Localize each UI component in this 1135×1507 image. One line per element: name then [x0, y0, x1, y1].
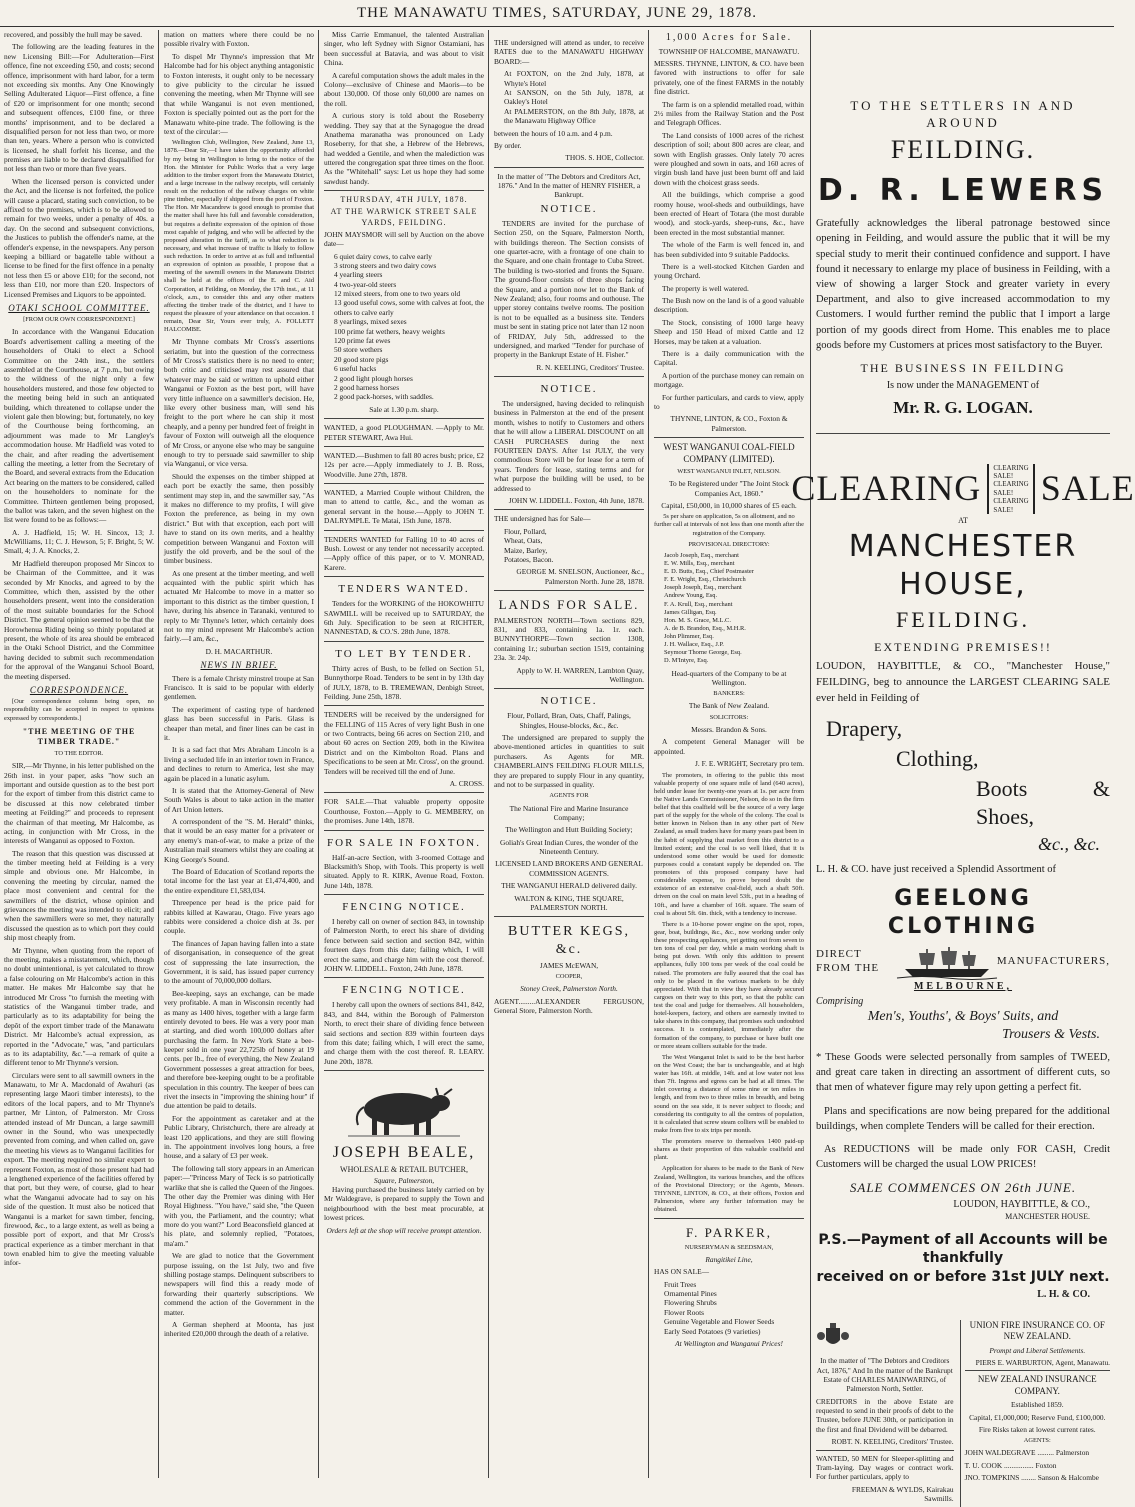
auction-item: 4 yearling steers — [334, 270, 383, 280]
reductions-text: As REDUCTIONS will be made only FOR CASH, Credit Customers will be charged the usual LOW PRICES! — [816, 1143, 1110, 1171]
director: John Plimmer, Esq. — [664, 633, 714, 641]
plans-text: Plans and specifications are now being prepared for the additional buildings, when complete Tenders will be called for their erection. — [816, 1105, 1110, 1132]
store-town: FEILDING. — [896, 607, 1030, 633]
ad-title: 1,000 Acres for Sale. — [665, 32, 793, 43]
column-3 — [324, 30, 484, 1478]
ad-subtitle: TOWNSHIP OF HALCOMBE, MANAWATU. — [658, 46, 800, 56]
sale-commences: SALE COMMENCES ON 26th JUNE. — [849, 1180, 1077, 1196]
auction-ad — [324, 190, 484, 414]
auction-item: 2 good light plough horses — [334, 373, 413, 383]
manchester-signature: MANCHESTER HOUSE. — [1005, 1211, 1090, 1221]
classified-ad — [324, 530, 484, 573]
ad-text: All the buildings, which comprise a good roomy house, wool-sheds and outbuildings, have been erected of Heart of Totara (the most durable wood), and stock-yards, sheep-runs, &c., have been erected in the most substantial manner. — [654, 190, 804, 237]
director: F. E. Wright, Esq., Christchurch — [664, 576, 746, 584]
masthead — [0, 0, 1114, 27]
ad-text: Head-quarters of the Company to be at Wellington. — [671, 668, 787, 687]
ad-text: AGENT.........ALEXANDER FERGUSON, General Store, Palmerston North. — [494, 996, 644, 1016]
column-rule — [810, 30, 811, 1478]
agent-line: JNO. TOMPKINS ........ Sanson & Halcombe — [964, 1473, 1099, 1483]
auction-time: Sale at 1.30 p.m. sharp. — [369, 404, 439, 414]
ad-list-item: Early Seed Potatoes (9 varieties) — [664, 1326, 761, 1336]
article-text: To dispel Mr Thynne's impression that Mr Halcombe had for his object anything antagonistic to Foxton interests, it ought only to be necessary to give publicity to the circular he issued convening the meeting, when Mr Thynne will see that while Wanganui is not even mentioned, Foxton is specially pointed out as the port for the Manawatu white-pine trade. The following is the text of the circular:— — [164, 51, 314, 136]
ad-text: By order. — [494, 140, 522, 150]
ad-signature: FREEMAN & WYLDS, Kairakau Sawmills. — [851, 1484, 954, 1504]
column-5 — [654, 30, 804, 1478]
ad-place: Square, Palmerston, — [373, 1175, 435, 1185]
coal-company-ad — [654, 437, 804, 1214]
director: A. de B. Brandon, Esq., M.H.R. — [664, 624, 746, 632]
at-word: AT — [958, 515, 968, 525]
news-item: A careful computation shows the adult males in the Colony—exclusive of Chinese and Maoris—to be about 130,000. Of those only 60,000 are names on the roll. — [324, 70, 484, 108]
news-item: For the appointment as caretaker and at the Public Library, Christchurch, there are already at least 120 applications, and they are still flowing in. The appointment involves long hours, a free house, and a salary of £3 per week. — [164, 1113, 314, 1161]
ad-title: FENCING NOTICE. — [342, 984, 466, 997]
ps-line-1: P.S.—Payment of all Accounts will be thankfully — [818, 1231, 1108, 1266]
ad-text: The National Fire and Marine Insurance Company; — [509, 803, 629, 822]
ad-text: PROVISIONAL DIRECTORY: — [688, 540, 770, 548]
ad-text: For further particulars, and cards to view, apply to — [654, 392, 804, 411]
ad-text: The Wellington and Hutt Building Society; — [505, 825, 633, 835]
auction-item: 120 prime fat ewes — [334, 336, 391, 346]
management-line: Is now under the MANAGEMENT of — [886, 380, 1040, 392]
masthead-title: THE MANAWATU TIMES, SATURDAY, JUNE 29, 1878. — [356, 4, 758, 21]
trousers-line: Trousers & Vests. — [1002, 1027, 1100, 1043]
ad-title: NOTICE. — [540, 202, 598, 215]
ad-text: The Bank of New Zealand. — [688, 701, 770, 711]
ad-signature: THOS. S. HOE, Collector. — [565, 153, 644, 163]
classified-ad — [324, 418, 484, 442]
column-rule — [488, 30, 489, 1478]
ad-text: I hereby call upon the owners of sections 841, 842, 843, and 844, within the Borough of Palmerston North, to erect their share of dividing fence between said sections and section 839 within fourteen days from this date; failing which, I will erect the same, and charge them with the cost thereof. R. LEARY. June 20th, 1878. — [324, 1000, 484, 1066]
melbourne: MELBOURNE, — [913, 980, 1013, 992]
ad-text: PALMERSTON NORTH—Town sections 829, 831, and 833, containing 1a. 1r. each. BUNNYTHORPE—Town section 1308, containing 1r.; suburban section 1519, containing 23a. 3r. 24p. — [494, 615, 644, 663]
classified-ad — [324, 977, 484, 1066]
director: Hon. M. S. Grace, M.L.C. — [664, 616, 731, 624]
ad-text: COOPER, — [555, 973, 583, 981]
classified-ad — [324, 705, 484, 788]
direct-line — [816, 945, 1110, 979]
classified-ad — [324, 641, 484, 702]
article-text: In accordance with the Wanganui Education Board's advertisement calling a meeting of the householders of Otaki to elect a School Committee on the 24th inst., the settlers assembled at the Courthouse, at 7 p.m., but owing to the wildness of the night only a few householders mustered, and those few objected to the meeting being held in such an antiquated building, which threatened to collapse under the violent gale then blowing; but, fortunately, no key of the Courthouse being forthcoming, an adjournment was made to Mr Langley's accommodation house. Mr Hadfield was voted to the chair, and after reading the advertisement calling the meeting, a letter from the Secretary of the Board, and several extracts from the Education Act bearing on the matters to be considered, called on the householders to nominate for the Committee. Thirteen gentlemen being proposed, the ballot was taken, and the seven highest on the list were found to be as follows:— — [4, 327, 155, 525]
column-2 — [164, 30, 314, 1478]
ad-text: The undersigned, having decided to relinquish business in Palmerston at the end of the present month, wishes to notify to Customers and others that he will allow a LIBERAL DISCOUNT on all CASH PURCHASES during the next FOURTEEN DAYS. After 1st JULY, the very commodious Store will be for lease for a term of years. Tenders for lease, stating terms and for what purpose the building will be used, to be addressed to — [494, 399, 644, 493]
ad-signature: J. F. E. WRIGHT, Secretary pro tem. — [695, 759, 804, 769]
column-rule — [318, 30, 319, 1478]
director: Jacob Joseph, Esq., merchant — [664, 551, 739, 559]
section-heading: OTAKI SCHOOL COMMITTEE. — [8, 302, 150, 313]
classified-ad — [324, 446, 484, 479]
agent-line: T. U. COOK ................ Foxton — [964, 1460, 1057, 1470]
ad-text: MESSRS. THYNNE, LINTON, & CO. have been favored with instructions to offer for sale privately, one of the finest FARMS in the notably fine district. — [654, 59, 804, 97]
news-item: It is a sad fact that Mrs Abraham Lincoln is a living a secluded life in an interior town in France, and declines to return to America, lest she may again be placed in a lunatic asylum. — [164, 745, 314, 783]
ad-text: WANTED, 50 MEN for Sleeper-splitting and Tram-laying. Day wages or contract work. For further particulars, apply to — [816, 1453, 954, 1482]
ad-list — [504, 69, 644, 125]
ad-list-item: Wheat, Oats, — [504, 536, 543, 546]
ad-title: NOTICE. — [540, 695, 598, 708]
section-heading: CORRESPONDENCE. — [29, 684, 129, 695]
director-list — [664, 552, 804, 666]
ad-text: I hereby call on owner of section 843, in township of Palmerston North, to erect his share of dividing fence between said section and section 842, within fourteen days from this date; failing which, I will erect the same, and charge him with the cost thereof. JOHN W. LIDDELL. Foxton, 24th June, 1878. — [324, 917, 484, 974]
ad-signature: ROBT. N. KEELING, Creditors' Trustee. — [831, 1437, 954, 1447]
director: F. A. Krull, Esq., merchant — [664, 600, 733, 608]
ad-text: WANTED, a Married Couple without Children, the man to attend to cattle, &c., and the woman as general servant in the house.—Apply to JOHN T. DALRYMPLE. Te Matai, 15th June, 1878. — [324, 488, 484, 526]
ad-text: CREDITORS in the above Estate are requested to send in their proofs of debt to the Trustee, before JUNE 30th, or participation in the first and final Dividend will be debarred. — [816, 1396, 954, 1434]
auction-item: 20 good store pigs — [334, 354, 389, 364]
agent-line: JOHN WALDEGRAVE ......... Palmerston — [964, 1448, 1090, 1458]
ad-text: THE WANGANUI HERALD delivered daily. — [501, 881, 637, 891]
auction-lead: JOHN MAYSMOR will sell by Auction on the above date— — [324, 229, 484, 249]
ad-text: The West Wanganui Inlet is said to be the best harbor on the West Coast; the bar is unchangeable, and at high water has 16ft. at middle, 14ft. and at low water not less than 7ft. Ingress and egress can be had at all times. The inlet covering a distance of some nine or ten miles in length, and from two to three miles in breadth, and being sound on the sea side, it is never subject to floods; and considering its contiguity to all the centres of population, it is calculated that screw steam colliers will be enabled to make from five to six trips per month. — [654, 1053, 804, 1134]
column-rule — [648, 30, 649, 1478]
ad-text: The Land consists of 1000 acres of the richest description of soil; about 800 acres are clear, and sown with English grasses. Only lately 70 acres were ploughed and sown in oats, and 160 acres of virgin bush land have just been burnt off and laid down with the choicest grass seeds. — [654, 130, 804, 187]
nursery-ad — [654, 1218, 804, 1348]
ad-footer: Orders left at the shop will receive prompt attention. — [326, 1225, 482, 1235]
cooper-ad — [494, 916, 644, 1015]
news-item: It is stated that the Attorney-General of New South Wales is about to take action in the matter of Art Union letters. — [164, 785, 314, 814]
ad-text: Capital, £50,000, in 10,000 shares of £5 each. — [661, 500, 797, 510]
ad-text: THE undersigned has for Sale— — [494, 514, 591, 524]
ad-text: WANTED.—Bushmen to fall 80 acres bush; price, £2 12s per acre.—Apply immediately to J. B. Ross, Woodville. June 27th, 1878. — [324, 450, 484, 479]
auction-item: 50 store wethers — [334, 345, 383, 355]
loudon-signature: LOUDON, HAYBITTLE, & CO., — [953, 1198, 1090, 1210]
article-text: When the licensed person is convicted under the Act, and the license is not forfeited, the police will cause a placard, stating such conviction, to be affixed to the premises, which is to be allowed to remain for two weeks, under a penalty of 40s. a day. On the second and subsequent convictions, the Justices to publish the offender's name, at the offender's expense, in the newspapers. Any person keeping a billiard or bagatelle table without a license to be fined for the first offence in a penalty not less then £5 or above £10; for the second, not less than £10, nor more than £20. Inspectors of Licensed Premises and Liquors to be appointed. — [4, 176, 154, 299]
ad-text: Flour, Pollard, Bran, Oats, Chaff, Palings, Shingles, House-blocks, &c., &c. — [507, 711, 631, 730]
ad-text: The property is well watered. — [662, 283, 749, 293]
ad-list-item: Flour, Pollard, — [504, 526, 547, 536]
ad-subtitle: Prompt and Liberal Settlements. — [989, 1345, 1086, 1355]
ad-list-item: At SANSON, on the 5th July, 1878, at Oakley's Hotel — [504, 87, 644, 107]
clearing-sale-banner — [791, 463, 1135, 514]
article-text: recovered, and possibly the hull may be saved. — [4, 30, 143, 39]
ad-text: There is a daily communication with the Capital. — [654, 349, 804, 368]
article-text: mation on matters where there could be no possible rivalry with Foxton. — [164, 30, 314, 49]
ad-text: AGENTS FOR — [549, 792, 589, 800]
lewers-body: Gratefully acknowledges the liberal patronage bestowed since opening in Feilding, and would assure the public that it will be my special study to merit their continued confidence and support. I have found it necessary to enlarge my place of business in Feilding, with a view of showing a larger Stock and greater variety in every Department, and also to give increased accommodation to my Customers. I would further remind the public that I import a large portion of my goods direct from Home. This enables me to place goods before my Customers at prices most satisfactory to the Buyer. — [816, 218, 1110, 351]
suits-line: Men's, Youths', & Boys' Suits, and — [867, 1009, 1059, 1025]
ad-text: Established 1859. — [1011, 1400, 1064, 1410]
news-item: The Board of Education of Scotland reports the total income for the last year at £1,474,400, and the entire expenditure £1,583,034. — [164, 867, 314, 895]
ad-text: The farm is on a splendid metalled road, within 2½ miles from the Railway Station and the Post and Telegraph Offices. — [654, 99, 804, 128]
ad-title: BUTTER KEGS, &c. — [508, 924, 630, 958]
business-heading: THE BUSINESS IN FEILDING — [860, 361, 1066, 376]
ad-signature: PIERS E. WARBURTON, Agent, Manawatu. — [975, 1357, 1110, 1367]
produce-ad — [494, 509, 644, 586]
ad-text: BANKERS: — [713, 690, 745, 698]
ad-text: TENDERS are invited for the purchase of Section 250, on the Square, Palmerston North, with buildings thereon. The Section consists of one quarter-acre, with a frontage of one chain to the Square, and one chain frontage to Cuba Street. The building is two-storied and fronts the Square. The ground-floor consists of three shops facing the Square, and a portion now let to the Bank of New Zealand; also, four rooms and outhouse. The upper storey contains twelve rooms. The position is not to be equalled as a business site. Tenders must be sent in stating price not later than 12 noon of FRIDAY, July 5th, addressed to the undersigned, and marked "Tender for purchase of property in the Bankrupt Estate of H. Fisher." — [494, 218, 644, 360]
ad-title: UNION FIRE INSURANCE CO. OF NEW ZEALAND. — [969, 1319, 1105, 1342]
ad-text: Half-an-acre Section, with 3-roomed Cottage and Blacksmith's Shop, with Tools. This property is well situated. Apply to R. KIRK, Avenue Road, Foxton. June 14th, 1878. — [324, 852, 484, 890]
ad-text: JAMES McEWAN, — [539, 960, 599, 970]
lands-ad — [494, 590, 644, 684]
section-source: [FROM OUR OWN CORRESPONDENT.] — [23, 316, 135, 324]
ad-text: The undersigned are prepared to supply the above-mentioned articles in quantities to suit purchasers. As Agents for MR. CHAMBERLAIN'S FEILDING FLOUR MILLS, they are prepared to supply Flour in any quantity, and not to be surpassed in quality. — [494, 733, 644, 790]
ad-list-item: Flowering Shrubs — [664, 1298, 717, 1308]
news-item: The experiment of casting type of hardened glass has been successful in Paris. Glass is cheaper than metal, and finer lines can be cast in it. — [164, 704, 314, 742]
clearing-word: CLEARING — [791, 467, 982, 508]
circular-text: Wellington Club, Wellington, New Zealand, June 13, 1878.—Dear Sir,—I have taken the opportunity afforded by my being in Wellington to bring to the notice of the Hon. the Minister for Public Works that a very large addition to the timber export from the Manawatu District, and a large increase in the railway receipts, will certainly result on the reduction of the railway charges on white pine timber, especially if shipped from the port of Foxton. The Hon. Mr Macandrew is good enough to promise that the matter shall have his full and favorable consideration, but requires a definite expression of the opinion of those most capable of judging, and who will be affected by the proposed alteration in the tariff, as to what reduction is necessary, and what increase of traffic is likely to follow such reduction. In order to arrive at as full and influential an expression of opinion as possible, I propose that a meeting of the sawmill owners in the Manawatu District shall be held at the offices of the E. and C. Aid Corporation, at Feilding, on Monday, the 17th inst., at 11 o'clock, a.m., to consider this and any other matters affecting the timber trade of the district, and I have to request the pleasure of your attendance on that occasion. I remain, Dear Sir, Yours ever truly, A. FOLLETT HALCOMBE. — [164, 139, 314, 334]
ad-text: In the matter of "The Debtors and Creditors Act, 1876," And In the matter of the Bankrupt Estate of CHARLES MAINWARING, of Palmerston North, Settler. — [816, 1356, 953, 1394]
article-text: A. J. Hadfield, 15; W. H. Sincox, 13; J. McWilliams, 11; C. J. Hewson, 5; F. Bright, 5; W. Small, 4; J. A. Knocks, 2. — [4, 527, 154, 556]
auction-item: 3 strong steers and two dairy cows — [334, 260, 437, 270]
ad-title: LANDS FOR SALE. — [498, 597, 640, 613]
editor-note: [Our correspondence column being open, no responsibility can be accepted in respect to opinions expressed by correspondents.] — [4, 698, 154, 722]
ad-text: HAS ON SALE— — [654, 1267, 710, 1277]
ship-icon — [897, 945, 997, 979]
ad-list — [664, 1280, 804, 1336]
bottom-left-ads — [816, 1320, 954, 1507]
director: Seymour Thorne George, Esq. — [664, 649, 742, 657]
director: E. D. Butts, Esq., Chief Postmaster — [664, 568, 754, 576]
auction-item: 2 good harness horses — [334, 382, 400, 392]
ad-list-item: Potatoes, Bacon. — [504, 554, 554, 564]
ad-list-item: At FOXTON, on the 2nd July, 1878, at Whyte's Hotel — [504, 69, 644, 88]
ad-signature: Apply to W. H. WARREN, Lambton Quay, Wellington. — [516, 665, 644, 684]
letter-heading: "THE MEETING OF THE TIMBER TRADE." — [22, 726, 136, 746]
classified-ad — [324, 830, 484, 891]
auction-items — [334, 252, 484, 402]
ad-text: Fire Risks taken at lowest current rates. — [978, 1424, 1096, 1434]
highway-ad — [494, 34, 644, 163]
store-name: MANCHESTER HOUSE, — [848, 529, 1078, 603]
ad-signature: THYNNE, LINTON, & CO., Foxton & Palmerston. — [670, 414, 788, 433]
direct-left: DIRECT FROM THE — [816, 947, 880, 974]
extending-premises: EXTENDING PREMISES!! — [874, 640, 1052, 655]
notice-ad — [494, 376, 644, 505]
lewers-name: D. R. LEWERS — [817, 173, 1109, 209]
ad-text: between the hours of 10 a.m. and 4 p.m. — [494, 128, 613, 138]
article-text: Mr Thynne, when quoting from the report of the meeting, makes a misstatement, which, though no doubt unintentional, is yet calculated to throw a false colouring on Mr Halcombe's action in this matter. He makes Mr Halcombe say that he introduced Mr Cross "to furnish the meeting with statistics of the Wanganui timber trade, and particularly as to its adaptability for being the depôt of the export timber trade of the Manawatu District. Mr Halcombe's actual expression, as reported in the "Advocate," was, "and particulars as to its adaptability, &c."—a remark of quite a different tenor to Mr Thynne's version. — [4, 945, 154, 1068]
auction-place: AT THE WARWICK STREET SALE YARDS, FEILDING. — [330, 207, 478, 227]
column-6 — [791, 30, 1135, 1504]
auction-item: 6 useful hacks — [334, 364, 377, 374]
classified-ad — [324, 576, 484, 637]
manager-name: Mr. R. G. LOGAN. — [893, 398, 1033, 417]
category-etc: &c., &c. — [1038, 834, 1100, 854]
ad-text: The Bush now on the land is of a good valuable description. — [654, 296, 804, 315]
letter-to: TO THE EDITOR. — [54, 750, 104, 758]
clearing-stack-line: CLEARING SALE! — [993, 463, 1029, 480]
ad-text: Goliah's Great Indian Cures, the wonder of the Nineteenth Century. — [499, 837, 639, 857]
clearing-stack-line: CLEARING SALE! — [993, 480, 1029, 497]
ad-text: To be Registered under "The Joint Stock Companies Act, 1860." — [669, 479, 789, 498]
ad-text: In the matter of "The Debtors and Creditors Act, 1876." And In the matter of HENRY FISHER, a Bankrupt. — [497, 171, 641, 200]
article-text: Circulars were sent to all sawmill owners in the Manawatu, to Mr A. Macdonald of Awahuri (as representing large Maori timber interests), to the editors of the local papers, and to Mr Thynne's partner, Mr Linton, of Palmerston. Mr Cross attended instead of Mr Duncan, a large sawmill owner in the Sound, who was unexpectedly prevented from coming, and when called on, gave the meeting his views as to Wanganui facilities for export. The meeting required no similar expert to represent Foxton, as most of those present had had a lengthened experience of the facilities offered by that port, but they were, of course, glad to hear what the Wanganui advocate had to say on his side of the question. It must also be noticed that Wanganui is a market for sawn timber, fencing, firewood, &c., to a large extent, as well as being a possible port of export, and that Mr Cross's practical experience as a timber merchant in that town enabled him to give the meeting valuable infor- — [4, 1070, 154, 1268]
bankrupt-ad — [494, 167, 644, 372]
butcher-ad — [324, 1070, 484, 1235]
ad-text: The promoters reserve to themselves 1400 paid-up shares as their proportion of this valuable coalfield and plant. — [654, 1138, 804, 1162]
ad-text: Application for shares to be made to the Bank of New Zealand, Wellington, its various branches, and the offices of the Provisional Directory; or the Agents, Messrs. THYNNE, LINTON, & CO., at their offices, Foxton and Palmerston, where any further information may be obtained. — [654, 1165, 804, 1214]
auction-item: 2 good pack-horses, with saddles. — [334, 392, 434, 402]
ps-line-2: received on or before 31st JULY next. — [816, 1269, 1110, 1286]
news-item: The finances of Japan having fallen into a state of disorganisation, in consequence of the great cost of suppressing the late insurrection, the Government, it is said, has issued paper currency to the amount of 70,000,000 dollars. — [164, 938, 314, 986]
ad-title: FOR SALE IN FOXTON. — [327, 836, 481, 849]
auction-item: 13 good useful cows, some with calves at foot, the others to calve early — [334, 298, 484, 317]
ad-list-item: At PALMERSTON, on the 8th July, 1878, at the Manawatu Highway Office — [504, 106, 644, 126]
ad-subtitle: WEST WANGANUI INLET, NELSON. — [677, 467, 781, 475]
ad-list-item: Flower Roots — [664, 1307, 705, 1317]
assortment-text: L. H. & CO. have just received a Splendid Assortment of — [816, 863, 1056, 875]
article-text: The reason that this question was discussed at the timber meeting held at Feilding is a very simple and obvious one. Mr Halcombe, in convening the meeting by circular, named the place most convenient and central for the sawmillers of the district, whose opinion and grievances the meeting was intended to elicit; and when the sawmillers were so met, they naturally discussed the question as to which port they could ship most cheaply from. — [4, 848, 154, 943]
ad-text: SOLICITORS: — [709, 713, 749, 721]
ad-title: F. PARKER, — [685, 1225, 773, 1241]
ad-list-item: Genuine Vegetable and Flower Seeds — [664, 1317, 775, 1327]
ad-signature: GEORGE M. SNELSON, Auctioneer, &c., Palmerston North. June 28, 1878. — [516, 567, 644, 586]
ad-text: Tenders for the WORKING of the HOKOWHITU SAWMILL will be received up to SATURDAY, the 6th July. Specification to be seen at RICHTER, NANNESTAD, & CO.'S. 28th June, 1878. — [324, 599, 484, 637]
category-drapery: Drapery, — [826, 716, 903, 742]
ad-subtitle: NURSERYMAN & SEEDSMAN, — [684, 1243, 774, 1251]
news-item: We are glad to notice that the Government purpose issuing, on the 1st July, two and five shilling postage stamps. Delinquent subscribers to newspapers will find this a ready mode of forwarding their quarterly subscriptions. We commend the action of the Government in the matter. — [164, 1251, 314, 1317]
news-item: Threepence per head is the price paid for rabbits killed at Kawarau, Otago. Five years ago rabbits were considered a choice dish at 3s. per couple. — [164, 898, 314, 936]
ad-text: AGENTS: — [1023, 1437, 1051, 1445]
article-text: Should the expenses on the timber shipped at each port be exactly the same, then possibly sentiment may step in, and the sawmiller say, "As it makes no difference to my profits, I will give Foxton the preference, as being in my own district." But with that exception, each port will have to stand on its own merits, and a healthy competition between Wanganui and Foxton will justify the old proverb, and be the soul of the timber business. — [164, 471, 314, 566]
article-text: The following are the leading features in the new Licensing Bill:—For Adulteration—First offence, fine not exceeding £50, and costs; second offence, imprisonment with hard labor, for a term not exceeding six months. Any One Knowingly Selling Adulterated Liquor—First offence, a fine of £20 or imprisonment for one month; second and subsequent offences, £100 fine, or three months' imprisonment, and to be declared a disqualified person for not less than two, or more than ten, years. Where a person who is convicted is licensed, he shall forfeit his license, and the premises are liable to be declared disqualified for not less than two or more than five years. — [4, 42, 154, 174]
ox-illustration-icon — [344, 1079, 464, 1139]
ad-text: The promoters, in offering to the public this most valuable property of one square mile of land (640 acres), held under lease for twenty-one years at 1s. per acre from the Native Lands Commissioner, Nelson, do so in the firm belief that this coalfield will be the source of a very large part of the supply for the whole of the colony. The coal is better known in Nelson than in any other part of New Zealand, as small traders have for many years past been in the habit of supplying that market from this district to a limited extent; and the coal is so well liked, that it is understood some other would be used for domestic purposes could a constant supply be depended on. The promoters of this proposed company have had considerable expense, to prove beyond doubt the existence of an extensive coal-field, such a shaft 50ft. driven on the coal on main level 53ft., put in a heading of 10ft., and have a chamber of 16ft. square. The seam of coal is about 5ft. 6in. thick, with a tendency to increase. — [654, 771, 804, 917]
coat-of-arms-icon — [816, 1322, 850, 1352]
ad-text: 5s per share on application, 5s on allotment, and no further call at intervals of not less than one month after the registration of the Company. — [654, 513, 804, 537]
ad-text: Stoney Creek, Palmerston North. — [520, 984, 618, 994]
category-boots: Boots & Shoes, — [976, 776, 1110, 830]
article-text: As one present at the timber meeting, and well acquainted with the public spirit which has actuated Mr Halcombe to move in a matter so important to this district as the timber question, I have, during his absence in Taranaki, ventured to reply to Mr Thynne's letter, which certainly does not to my mind represent Mr Halcombe's action fairly.—I am, &c., — [164, 568, 314, 644]
article-text: SIR,—Mr Thynne, in his letter published on the 26th inst. in your paper, asks "how such an important and outside question as to the best port for the export of timber from this district came to be discussed at this now celebrated timber meeting at Feilding?" and proceeds to represent the chairman of that meeting, Mr Halcombe, as acting, in conjunction with Mr Cross, in the interests of Wanganui as opposed to Foxton. — [4, 761, 154, 846]
ad-text: Messrs. Brandon & Sons. — [691, 724, 767, 734]
ad-title: FENCING NOTICE. — [342, 901, 466, 914]
ad-signature: JOHN W. LIDDELL. Foxton, 4th June, 1878. — [508, 495, 644, 505]
column-4 — [494, 30, 644, 1478]
sale-word: SALE — [1040, 467, 1135, 508]
comprising: Comprising — [816, 995, 864, 1007]
ad-text: LICENSED LAND BROKERS AND GENERAL COMMISSION AGENTS. — [495, 859, 643, 878]
ad-text: WANTED, a good PLOUGHMAN. —Apply to Mr. PETER STEWART, Awa Hui. — [324, 423, 484, 442]
director: Andrew Young, Esq. — [664, 592, 718, 600]
ad-text: There is a 10-horse power engine on the spot, ropes, gear, boat, buildings, &c., &c., now working under only these prospecting appliances, yet getting out from seven to ten tons of coal per day, while a main working shaft is being put down. With only this addition to present appliances, fully 100 tons per week of the coal could be raised. The promoters are fully assured that the coal has only to be placed in the various markets to be duly appreciated. With that in view they have already secured cargoes on their way to this port, so that the public can test the coal and judge for themselves. All householders, hotel-keepers, factory, and others are earnestly invited to take shares in this company, that promises such undoubted success. It is contemplated, immediately after the formation of the company, to purchase or have built one or more steam colliers suitable for the trade. — [654, 920, 804, 1050]
section-heading: NEWS IN BRIEF. — [200, 660, 278, 671]
loudon-intro: LOUDON, HAYBITTLE, & CO., "Manchester House," FEILDING, beg to announce the LARGEST CLEARING SALE ever held in Feilding of — [816, 660, 1110, 705]
ad-footer: At Wellington and Wanganui Prices! — [675, 1338, 783, 1348]
ad-text: THE undersigned will attend as under, to receive RATES due to the MANAWATU HIGHWAY BOARD:— — [494, 38, 644, 66]
lewers-town: FEILDING. — [890, 135, 1036, 164]
ad-text: TENDERS will be received by the undersigned for the FELLING of 115 Acres of very light Bush in one or two Contracts, being 66 acres on Section 210, and about 60 acres on Section 209, both in the Kiwitea District and on the Kimbolton Road. Plans and Specifications to be seen at Mr. Cross', on the ground. Tenders will be received till the end of June. — [324, 710, 484, 776]
column-rule — [158, 30, 159, 1478]
ad-list-item: Maize, Barley, — [504, 545, 548, 555]
auction-date: THURSDAY, 4TH JULY, 1878. — [340, 195, 468, 205]
director: James Gilligan, Esq. — [664, 608, 717, 616]
category-clothing: Clothing, — [896, 746, 979, 772]
director: D. M'Intyre, Esq. — [664, 657, 709, 665]
director: E. W. Mills, Esq., merchant — [664, 559, 735, 567]
news-item: A curious story is told about the Roseberry wedding. They say that at the Synagogue the dread Anathema maranatha was pronounced on Lady Roseberry, for that she, a Hebrew of the Hebrews, had wedded a Gentile, and when the malediction was uttered the congregation spat three times on the floor. As the "Whitehall" says: Let us hope they had some sawdust handy. — [324, 111, 484, 186]
ad-list-item: Ornamental Pines — [664, 1288, 717, 1298]
ad-text: Capital, £1,000,000; Reserve Fund, £100,000. — [969, 1412, 1106, 1422]
ad-title: NOTICE. — [540, 383, 598, 396]
ad-title: JOSEPH BEALE, — [332, 1144, 476, 1162]
classified-ad — [324, 894, 484, 973]
ad-signature: A. CROSS. — [449, 779, 484, 789]
ad-text: Having purchased the business lately carried on by Mr Waldegrave, is prepared to supply the Town and neighbourhood with the best meat procurable, at lowest prices. — [324, 1184, 484, 1223]
ad-text: FOR SALE.—That valuable property opposite Courthouse, Foxton.—Apply to G. MEMBERY, on the promises. June 14th, 1878. — [324, 797, 484, 826]
ps-signature: L. H. & CO. — [1037, 1289, 1090, 1301]
clearing-stack-line: CLEARING SALE! — [993, 497, 1029, 514]
ad-text: A portion of the purchase money can remain on mortgage. — [654, 370, 804, 390]
ad-signature: R. N. KEELING, Creditors' Trustee. — [536, 362, 644, 372]
news-item: A correspondent of the "S. M. Herald" thinks, that it would be an easy matter for a privateer or any enemy's man-of-war, to make a prize of the Australian mail steamers whilst they are coaling at King George's Sound. — [164, 817, 314, 864]
classified-ad — [324, 483, 484, 526]
auction-item: 12 mixed steers, from one to two years old — [334, 289, 461, 299]
bottom-ads — [816, 1320, 1110, 1507]
auction-item: 100 prime fat wethers, heavy weights — [334, 326, 445, 336]
direct-right: MANUFACTURERS, — [996, 954, 1110, 967]
ad-text: TENDERS WANTED for Falling 10 to 40 acres of Bush. Lowest or any tender not necessarily accepted. —Apply office of this paper, or to V. MONRAD, Karere. — [324, 534, 484, 572]
agents-ad — [494, 688, 644, 912]
ad-title: TO LET BY TENDER. — [335, 647, 473, 660]
news-item: A German shepherd at Moonta, has just inherited £20,000 through the death of a relative. — [164, 1320, 314, 1339]
clearing-stack — [987, 464, 1034, 514]
news-item: The following tall story appears in an American paper:—"Princess Mary of Teck is so patriotically warlike that she is called the Queen of the Jingoes. The other day the Premier was dining with Her Royal Highness. "You have," said she, "the Queen with you, the Parliament, and the country; what more do you want?" Lord Beaconsfield glanced at his plate, and solemnly replied, "Potatoes, ma'am." — [164, 1163, 314, 1248]
article-text: Mr Thynne combats Mr Cross's assertions seriatim, but into the question of the correctness of Mr Cross's statistics there is no need to enter; both critic and criticised may rest assured that whatever may be said or written to uphold either Wanganui or Foxton as the best port, will have very little influence on a sawmiller's decision. He, like every other business man, will send his freight to the port where he can ship it most cheaply, and a penny per hundred feet of freight in favour of Foxton will outweigh all the eloquence of Mr Cross, or anyone else who may be sanguine enough to try to persuade said sawmiller to ship via Wanganui, or vice versa. — [164, 337, 314, 469]
ad-title: TENDERS WANTED. — [338, 583, 470, 596]
ad-signature: WALTON & KING, THE SQUARE, PALMERSTON NORTH. — [514, 893, 624, 913]
lewers-lead: TO THE SETTLERS IN AND AROUND — [850, 98, 1076, 130]
geelong-heading: GEELONG CLOTHING — [887, 886, 1039, 940]
ad-list — [504, 527, 644, 565]
auction-item: 4 two-year-old steers — [334, 279, 397, 289]
article-text: Mr Hadfield thereupon proposed Mr Sincox to be Chairman of the Committee, and it was seconded by Mr Knocks, and agreed to by the Committee, which then, assisted by the other householders present, went into the consideration of the most suitable boundaries for the School District. The general opinion seemed to be that the Horowhenua Riding being so thinly populated at present, the whole of its area should be embraced in the Otaki School District, and the Committee having decided to submit such recommendation for the approval of the Wanganui School Board, the meeting dispersed. — [4, 558, 154, 681]
column-1 — [4, 30, 154, 1478]
bottom-right-ads — [960, 1320, 1110, 1507]
news-item: There is a female Christy minstrel troupe at San Francisco. It is said to be popular with elderly gentlemen. — [164, 673, 314, 702]
classified-ad — [324, 792, 484, 825]
director: Joseph Joseph, Esq., merchant — [664, 584, 742, 592]
ad-text: There is a well-stocked Kitchen Garden and young Orchard. — [654, 261, 804, 281]
auction-item: 6 quiet dairy cows, to calve early — [334, 251, 432, 261]
ad-text: Thirty acres of Bush, to be felled on Section 51, Bunnythorpe Road. Tenders to be sent in by 13th day of JULY, 1878, to B. TREMEWAN, Denbigh Street, Feilding. June 25th, 1878. — [324, 663, 484, 701]
news-item: Bee-keeping, says an exchange, can be made very profitable. A man in Wisconsin recently had as many as 1400 hives, together with a large farm entirely devoted to bees. He was a very poor man at starting, and died worth 100,000 dollars after purchasing the farm. In New York State a bee-keeper sold in one year 22,725lb of honey at 19 cents. per lb., free of everything, the New Zealand Government possesses a great attraction for bees, and therefore bee-keeping ought to be a profitable speculation in this country. The keeper of bees can rivet the insects in "improving the shining hour" if due attention be paid to details. — [164, 988, 314, 1111]
ad-title: NEW ZEALAND INSURANCE COMPANY. — [977, 1374, 1097, 1396]
ad-list-item: Fruit Trees — [664, 1279, 697, 1289]
letter-signature: D. H. MACARTHUR. — [205, 646, 273, 656]
ad-place: Rangitikei Line, — [705, 1254, 753, 1264]
auction-item: 8 yearlings, mixed sexes — [334, 317, 407, 327]
news-item: Miss Carrie Emmanuel, the talented Australian singer, who left Sydney with Signor Ostamiani, has been successful at Batavia, and was about to visit China. — [324, 30, 484, 68]
tweed-text: * These Goods were selected personally from samples of TWEED, and great care taken in directing an assortment of different cuts, so that men of whatever figure may rely upon getting a perfect fit. — [816, 1051, 1110, 1094]
director: J. H. Wallace, Esq., J.P. — [664, 641, 724, 649]
ad-text: A competent General Manager will be appointed. — [654, 737, 804, 756]
ad-text: The whole of the Farm is well fenced in, and has been subdivided into 9 suitable Paddocks. — [654, 240, 804, 259]
ad-subtitle: WHOLESALE & RETAIL BUTCHER, — [340, 1165, 468, 1175]
ad-title: WEST WANGANUI COAL-FIELD COMPANY (LIMITED). — [663, 442, 795, 464]
ad-text: The Stock, consisting of 1000 large heavy Sheep and 150 Head of mixed Cattle and 12 Horses, may be taken at a valuation. — [654, 317, 804, 346]
